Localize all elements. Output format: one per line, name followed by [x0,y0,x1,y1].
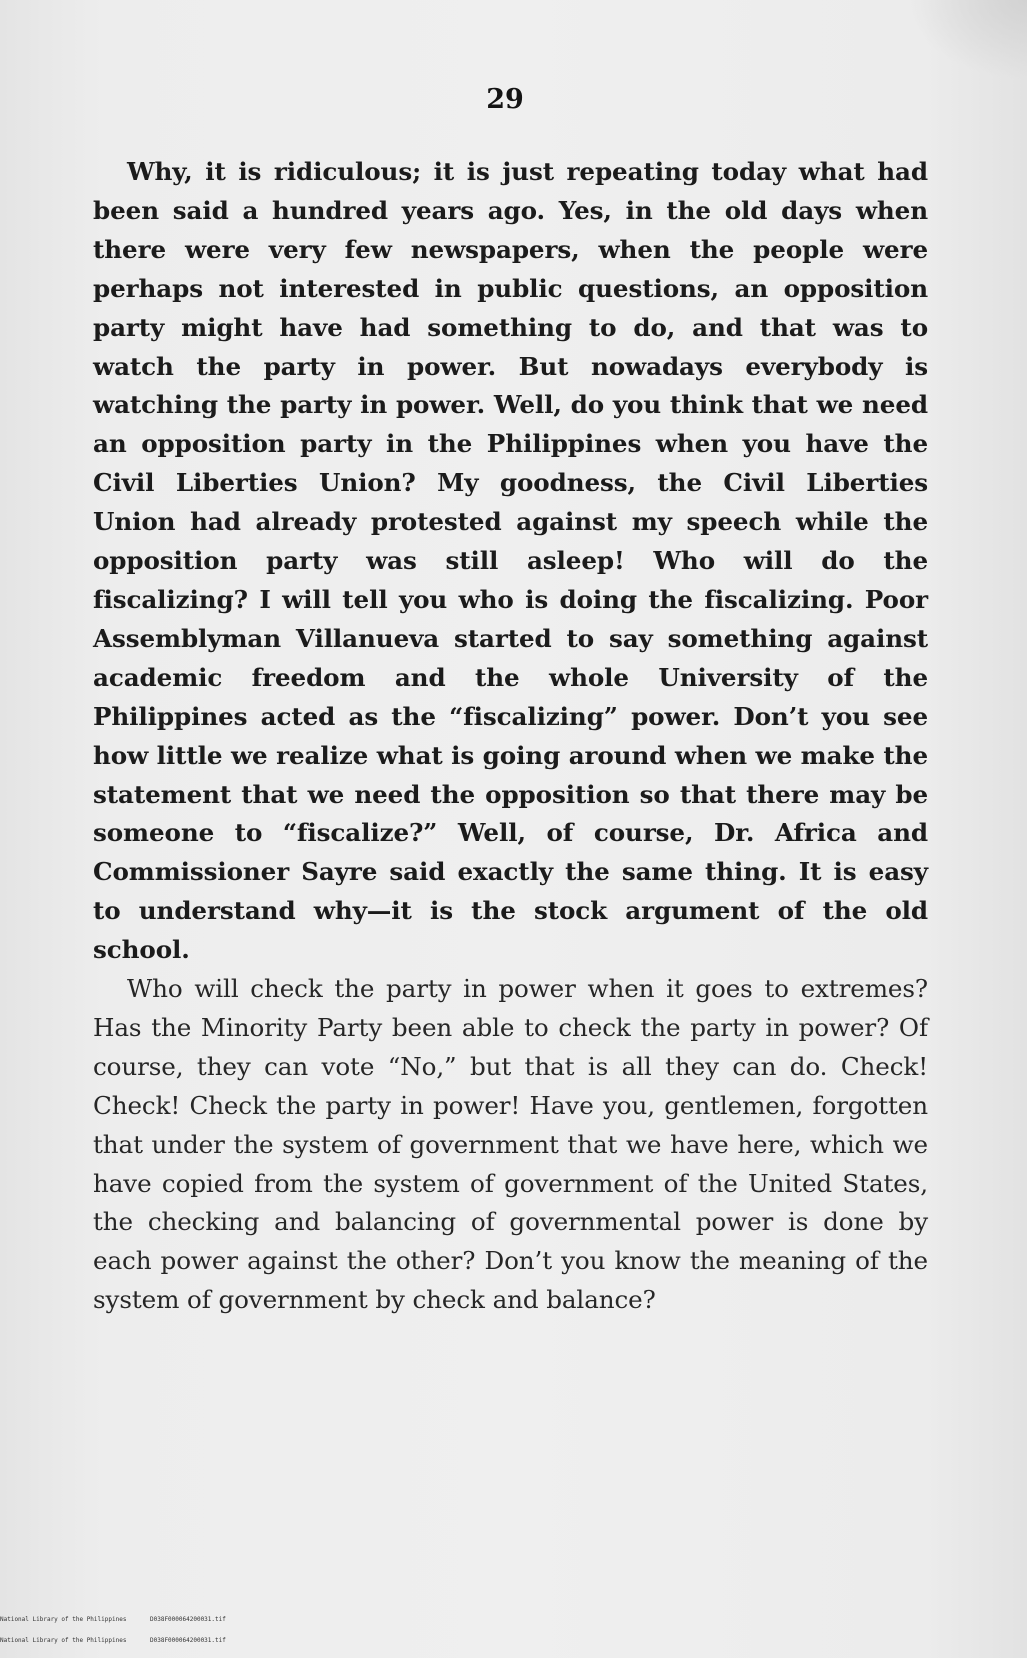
paragraph-2: Who will check the party in power when it goes to extremes? Has the Minority Party been able to check the party in power? Of course, they can vote “No,” but that is all they can do. Check! Check! Check the party in power! Have you, gentlemen, forgotten that under the system of government that we have here, which we have copied from the system of government of the United States, the checking and balancing of governmental power is done by each power against the other? Don’t you know the meaning of the system of government by check and balance? [93,974,928,1315]
paragraph-1: Why, it is ridiculous; it is just repeating today what had been said a hundred years ago. Yes, in the old days when there were very few newspapers, when the people were perhaps not interested in public questions, an opposition party might have had something to do, and that was to watch the party in power. But nowadays everybody is watching the party in power. Well, do you think that we need an opposition party in the Philippines when you have the Civil Liberties Union? My goodness, the Civil Liberties Union had already protested against my speech while the opposition party was still asleep! Who will do the fiscalizing? I will tell you who is doing the fiscalizing. Poor Assemblyman Villanueva started to say something against academic freedom and the whole University of the Philippines acted as the “fiscalizing” power. Don’t you see how little we realize what is going around when we make the statement that we need the opposition so that there may be someone to “fiscalize?” Well, of course, Dr. Africa and Commissioner Sayre said exactly the same thing. It is easy to understand why—it is the stock argument of the old school. [93,157,928,965]
stamp-institution: National Library of the Philippines [0,1616,127,1623]
stamp-institution: National Library of the Philippines [0,1637,127,1644]
stamp-line-1 [0,1616,300,1623]
stamp-filename: D038F000064200031.tif [150,1616,226,1623]
stamp-line-2 [0,1637,300,1644]
library-stamp [0,1602,300,1658]
stamp-filename: D038F000064200031.tif [150,1637,226,1644]
body-text [93,153,928,1320]
page-shadow [907,0,1027,80]
page-number: 29 [486,84,524,115]
